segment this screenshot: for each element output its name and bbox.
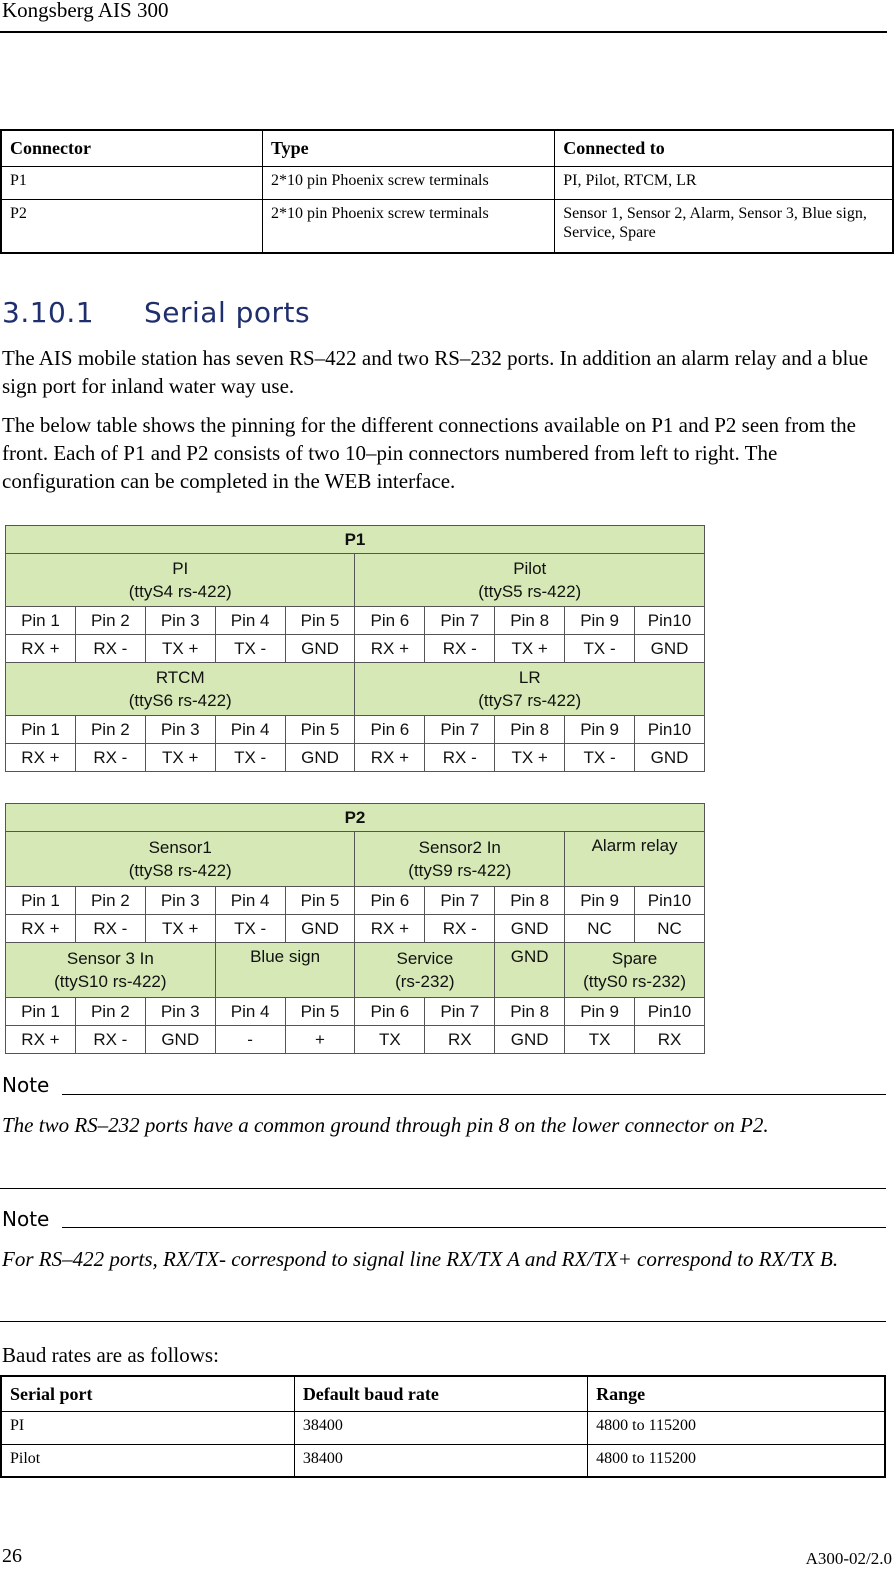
col-header-serial-port: Serial port (1, 1376, 294, 1411)
pin-label: Pin 3 (145, 887, 215, 915)
signal-label: RX (635, 1026, 705, 1054)
note-text: The two RS–232 ports have a common ground through pin 8 on the lower connector on P2. (2, 1113, 769, 1137)
pin-label: Pin 7 (425, 998, 495, 1026)
pin-label: Pin 1 (6, 716, 76, 744)
page-header-title: Kongsberg AIS 300 (2, 0, 169, 22)
pin-label: Pin 5 (285, 716, 355, 744)
note-end-rule (0, 1188, 886, 1189)
pin-label: Pin10 (635, 716, 705, 744)
cell-range: 4800 to 115200 (588, 1444, 885, 1477)
pin-label: Pin 2 (75, 887, 145, 915)
note-rule (62, 1094, 886, 1095)
p2-group-sensor1: Sensor1 (ttyS8 rs-422) (6, 832, 355, 887)
signal-label: RX - (425, 744, 495, 772)
p1-pin-table (5, 525, 705, 772)
col-header-connector: Connector (1, 130, 262, 166)
signal-label: TX - (565, 744, 635, 772)
pin-label: Pin 1 (6, 887, 76, 915)
note-label: Note (2, 1207, 50, 1231)
note-text: For RS–422 ports, RX/TX- correspond to signal line RX/TX A and RX/TX+ correspond to RX/TX B. (2, 1247, 839, 1271)
col-header-range: Range (588, 1376, 885, 1411)
signal-label: GND (495, 1026, 565, 1054)
pin-label: Pin 5 (285, 998, 355, 1026)
pin-label: Pin 5 (285, 607, 355, 635)
p1-pins-row-top (6, 607, 705, 635)
cell-range: 4800 to 115200 (588, 1411, 885, 1444)
pin-label: Pin 6 (355, 887, 425, 915)
paragraph-intro: The AIS mobile station has seven RS–422 and two RS–232 ports. In addition an alarm relay and a blue sign port for inland water way use. (2, 346, 869, 398)
signal-label: RX - (75, 744, 145, 772)
p2-group-spare: Spare (ttyS0 rs-232) (565, 943, 705, 998)
cell-serial-port: PI (1, 1411, 294, 1444)
pin-label: Pin 2 (75, 607, 145, 635)
signal-label: RX + (6, 744, 76, 772)
signal-label: TX - (215, 744, 285, 772)
p2-group-service: Service (rs-232) (355, 943, 495, 998)
pin-label: Pin 3 (145, 607, 215, 635)
pin-label: Pin10 (635, 887, 705, 915)
signal-label: GND (495, 915, 565, 943)
cell-type: 2*10 pin Phoenix screw terminals (262, 199, 554, 253)
signal-label: TX - (215, 915, 285, 943)
col-header-default-baud: Default baud rate (294, 1376, 587, 1411)
pin-label: Pin 4 (215, 887, 285, 915)
p2-pins-row-top (6, 887, 705, 915)
signal-label: TX + (145, 915, 215, 943)
signal-label: RX + (355, 915, 425, 943)
pin-label: Pin 7 (425, 716, 495, 744)
section-title: Serial ports (144, 296, 311, 329)
signal-label: GND (285, 915, 355, 943)
pin-label: Pin 7 (425, 607, 495, 635)
signal-label: RX + (6, 635, 76, 663)
pin-label: Pin 8 (495, 998, 565, 1026)
pin-label: Pin 3 (145, 716, 215, 744)
pin-label: Pin 4 (215, 607, 285, 635)
signal-label: GND (635, 744, 705, 772)
cell-connector: P2 (1, 199, 262, 253)
section-heading (2, 296, 310, 329)
header-rule (0, 31, 887, 33)
p2-group-alarm-relay: Alarm relay (565, 832, 705, 887)
cell-serial-port: Pilot (1, 1444, 294, 1477)
signal-label: GND (285, 635, 355, 663)
p1-group-lr: LR (ttyS7 rs-422) (355, 663, 705, 716)
cell-connector: P1 (1, 166, 262, 199)
p2-group-gnd: GND (495, 943, 565, 998)
signal-label: GND (635, 635, 705, 663)
p2-group-sensor2: Sensor2 In (ttyS9 rs-422) (355, 832, 565, 887)
pin-label: Pin 7 (425, 887, 495, 915)
p2-signals-row-bottom (6, 1026, 705, 1054)
signal-label: RX - (75, 915, 145, 943)
cell-type: 2*10 pin Phoenix screw terminals (262, 166, 554, 199)
signal-label: RX (425, 1026, 495, 1054)
signal-label: + (285, 1026, 355, 1054)
pin-label: Pin 3 (145, 998, 215, 1026)
signal-label: TX + (145, 744, 215, 772)
signal-label: TX (565, 1026, 635, 1054)
signal-label: GND (285, 744, 355, 772)
pin-label: Pin10 (635, 607, 705, 635)
cell-connected-to: PI, Pilot, RTCM, LR (555, 166, 893, 199)
table-row (1, 1411, 885, 1444)
p1-pins-row-bottom (6, 716, 705, 744)
page-number: 26 (2, 1545, 22, 1567)
p2-group-sensor3: Sensor 3 In (ttyS10 rs-422) (6, 943, 216, 998)
signal-label: TX (355, 1026, 425, 1054)
pin-label: Pin10 (635, 998, 705, 1026)
cell-default-baud: 38400 (294, 1411, 587, 1444)
p1-group-rtcm: RTCM (ttyS6 rs-422) (6, 663, 355, 716)
p2-pins-row-bottom (6, 998, 705, 1026)
pin-label: Pin 2 (75, 716, 145, 744)
document-id: A300-02/2.0 (805, 1549, 892, 1568)
baud-rate-table (0, 1375, 886, 1478)
pin-label: Pin 9 (565, 716, 635, 744)
signal-label: NC (565, 915, 635, 943)
signal-label: TX - (565, 635, 635, 663)
signal-label: - (215, 1026, 285, 1054)
col-header-connected-to: Connected to (555, 130, 893, 166)
pin-label: Pin 6 (355, 716, 425, 744)
note-end-rule (0, 1321, 886, 1322)
pin-label: Pin 9 (565, 998, 635, 1026)
signal-label: RX + (355, 635, 425, 663)
table-row (1, 1444, 885, 1477)
note-label: Note (2, 1073, 50, 1097)
signal-label: RX - (75, 1026, 145, 1054)
table-row (1, 166, 893, 199)
section-number: 3.10.1 (2, 296, 95, 329)
signal-label: GND (145, 1026, 215, 1054)
connector-table (0, 129, 894, 254)
paragraph-pinning: The below table shows the pinning for the different connections available on P1 and P2 seen from the front. Each of P1 and P2 consists of two 10–pin connectors numbered from left to right. The configuration can be completed in the WEB interface. (2, 413, 856, 493)
table-row (1, 199, 893, 253)
col-header-type: Type (262, 130, 554, 166)
pin-label: Pin 6 (355, 998, 425, 1026)
signal-label: TX + (495, 744, 565, 772)
signal-label: RX - (75, 635, 145, 663)
signal-label: TX - (215, 635, 285, 663)
signal-label: TX + (145, 635, 215, 663)
pin-label: Pin 8 (495, 716, 565, 744)
cell-connected-to: Sensor 1, Sensor 2, Alarm, Sensor 3, Blue sign, Service, Spare (555, 199, 893, 253)
cell-default-baud: 38400 (294, 1444, 587, 1477)
signal-label: TX + (495, 635, 565, 663)
p1-signals-row-top (6, 635, 705, 663)
signal-label: RX + (355, 744, 425, 772)
pin-label: Pin 8 (495, 887, 565, 915)
signal-label: RX + (6, 1026, 76, 1054)
baud-intro: Baud rates are as follows: (2, 1343, 219, 1367)
pin-label: Pin 9 (565, 887, 635, 915)
p2-title: P2 (6, 804, 705, 832)
pin-label: Pin 9 (565, 607, 635, 635)
pin-label: Pin 6 (355, 607, 425, 635)
note-rule (62, 1227, 886, 1228)
p1-signals-row-bottom (6, 744, 705, 772)
p2-group-blue-sign: Blue sign (215, 943, 355, 998)
p2-signals-row-top (6, 915, 705, 943)
pin-label: Pin 2 (75, 998, 145, 1026)
pin-label: Pin 1 (6, 998, 76, 1026)
p1-group-pilot: Pilot (ttyS5 rs-422) (355, 554, 705, 607)
pin-label: Pin 1 (6, 607, 76, 635)
signal-label: RX - (425, 915, 495, 943)
p2-pin-table (5, 803, 705, 1054)
pin-label: Pin 4 (215, 998, 285, 1026)
signal-label: RX - (425, 635, 495, 663)
signal-label: RX + (6, 915, 76, 943)
pin-label: Pin 4 (215, 716, 285, 744)
signal-label: NC (635, 915, 705, 943)
pin-label: Pin 8 (495, 607, 565, 635)
p1-group-pi: PI (ttyS4 rs-422) (6, 554, 355, 607)
pin-label: Pin 5 (285, 887, 355, 915)
p1-title: P1 (6, 526, 705, 554)
